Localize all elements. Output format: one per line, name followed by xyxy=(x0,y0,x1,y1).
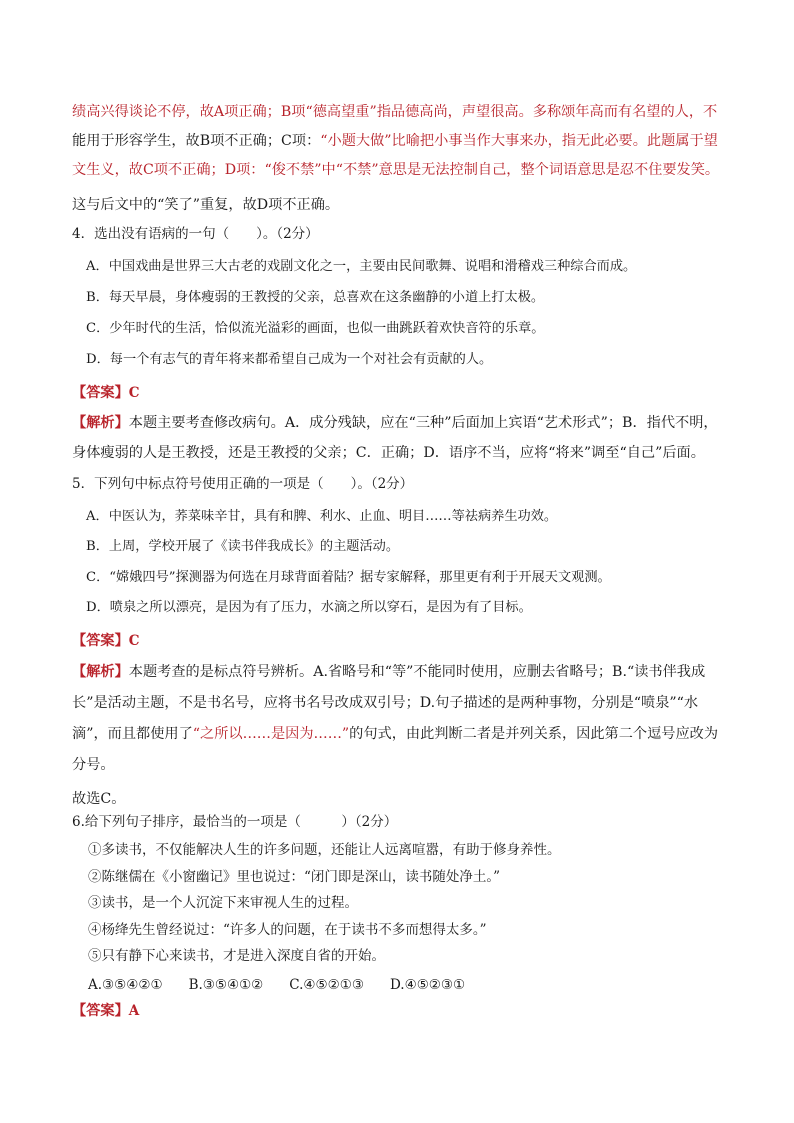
q6-choice-c: C.④⑤②①③ xyxy=(289,977,364,993)
q5-analysis-highlight: “之所以……是因为……” xyxy=(192,726,350,742)
answer-value: C xyxy=(128,385,140,401)
q5-option-a: A．中医认为，荞菜味辛甘，具有和脾、利水、止血、明目……等祛病养生功效。 xyxy=(86,509,558,524)
q5-analysis-line-2: 长”是活动主题，不是书名号，应将书名号改成双引号；D.句子描述的是两种事物，分别是“喷泉”“水 xyxy=(72,695,699,711)
q3-analysis-text: 这与后文中的“笑了”重复，故D项不正确。 xyxy=(72,197,340,213)
q5-analysis-text: 的句式，由此判断二者是并列关系，因此第二个逗号应改为 xyxy=(349,726,719,742)
q4-option-a: A．中国戏曲是世界三大古老的戏剧文化之一，主要由民间歌舞、说唱和滑稽戏三种综合而成。 xyxy=(86,259,637,274)
q6-choice-b: B.③⑤④①② xyxy=(188,977,264,993)
q5-option-d: D．喷泉之所以漂亮，是因为有了压力，水滴之所以穿石，是因为有了目标。 xyxy=(86,600,532,615)
answer-tag: 【答案】 xyxy=(72,385,129,401)
q4-answer xyxy=(72,383,140,403)
q6-sentence-4: ④杨绛先生曾经说过：“许多人的问题，在于读书不多而想得太多。” xyxy=(88,922,487,938)
q4-analysis-text: 本题主要考查修改病句。A．成分残缺，应在“三种”后面加上宾语“艺术形式”；B．指代不明， xyxy=(128,415,718,431)
q3-analysis-line-4 xyxy=(72,195,339,215)
q4-option-c: C．少年时代的生活，恰似流光溢彩的画面，也似一曲跳跃着欢快音符的乐章。 xyxy=(86,321,545,336)
q5-analysis-text: 滴”，而且都使用了 xyxy=(72,726,193,742)
q3-analysis-highlight: “俊不禁”中“不禁”意思是无法控制自己，整个词语意思是忍不住要发笑。 xyxy=(264,162,720,178)
answer-value: A xyxy=(128,1003,140,1019)
q4-option-d: D．每一个有志气的青年将来都希望自己成为一个对社会有贡献的人。 xyxy=(86,352,493,367)
analysis-tag: 【解析】 xyxy=(72,415,129,431)
q5-option-b: B．上周，学校开展了《读书伴我成长》的主题活动。 xyxy=(86,539,400,554)
q4-analysis-line-2: 身体瘦弱的人是王教授，还是王教授的父亲；C．正确；D．语序不当，应将“将来”调至“自己”后面。 xyxy=(72,445,705,461)
q3-analysis-highlight: 文生义，故C项不正确；D项： xyxy=(72,162,265,178)
q5-answer xyxy=(72,631,140,651)
q3-analysis-line-3 xyxy=(72,160,719,180)
answer-tag: 【答案】 xyxy=(72,633,129,649)
q3-analysis-text: 能用于形容学生，故B项不正确；C项： xyxy=(72,133,321,149)
answer-value: C xyxy=(128,633,140,649)
q6-sentence-2: ②陈继儒在《小窗幽记》里也说过：“闭门即是深山，读书随处净土。” xyxy=(88,869,501,885)
q6-sentence-3: ③读书，是一个人沉淀下来审视人生的过程。 xyxy=(88,895,358,911)
q5-choose: 故选C。 xyxy=(72,791,126,807)
q5-analysis-line-1 xyxy=(72,662,705,682)
q5-analysis-line-4: 分号。 xyxy=(72,757,115,773)
q6-answer xyxy=(72,1001,139,1021)
q4-analysis-line-1 xyxy=(72,413,718,433)
q4-stem: 4．选出没有语病的一句（ ）。（2分） xyxy=(72,226,319,242)
q6-stem: 6.给下列句子排序，最恰当的一项是（ ）（2分） xyxy=(72,814,398,830)
q5-stem: 5．下列句中标点符号使用正确的一项是（ ）。（2分） xyxy=(72,476,414,492)
q3-analysis-text: 绩高兴得谈论不停，故A项正确；B项“德高望重”指品德高尚，声望很高。多称颂年高而有名望的人，不 xyxy=(72,104,718,120)
q6-choice-d: D.④⑤②③① xyxy=(389,977,466,993)
q5-option-c: C．“嫦娥四号”探测器为何选在月球背面着陆？据专家解释，那里更有利于开展天文观测。 xyxy=(86,570,611,585)
q3-analysis-line-2 xyxy=(72,131,718,151)
q5-analysis-text: 本题考查的是标点符号辨析。A.省略号和“等”不能同时使用，应删去省略号；B.“读书伴我成 xyxy=(128,664,706,680)
q4-option-b: B．每天早晨，身体瘦弱的王教授的父亲，总喜欢在这条幽静的小道上打太极。 xyxy=(86,290,545,305)
q5-analysis-line-3 xyxy=(72,724,718,744)
q6-choices xyxy=(88,975,465,995)
answer-tag: 【答案】 xyxy=(72,1003,129,1019)
q6-sentence-5: ⑤只有静下心来读书，才是进入深度自省的开始。 xyxy=(88,948,385,964)
analysis-tag: 【解析】 xyxy=(72,664,129,680)
q3-analysis-highlight: “小题大做”比喻把小事当作大事来办，指无此必要。此题属于望 xyxy=(320,133,718,149)
q6-sentence-1: ①多读书，不仅能解决人生的许多问题，还能让人远离喧嚣，有助于修身养性。 xyxy=(88,842,561,858)
q6-choice-a: A.③⑤④②① xyxy=(88,977,163,993)
q3-analysis-line-1 xyxy=(72,102,717,122)
